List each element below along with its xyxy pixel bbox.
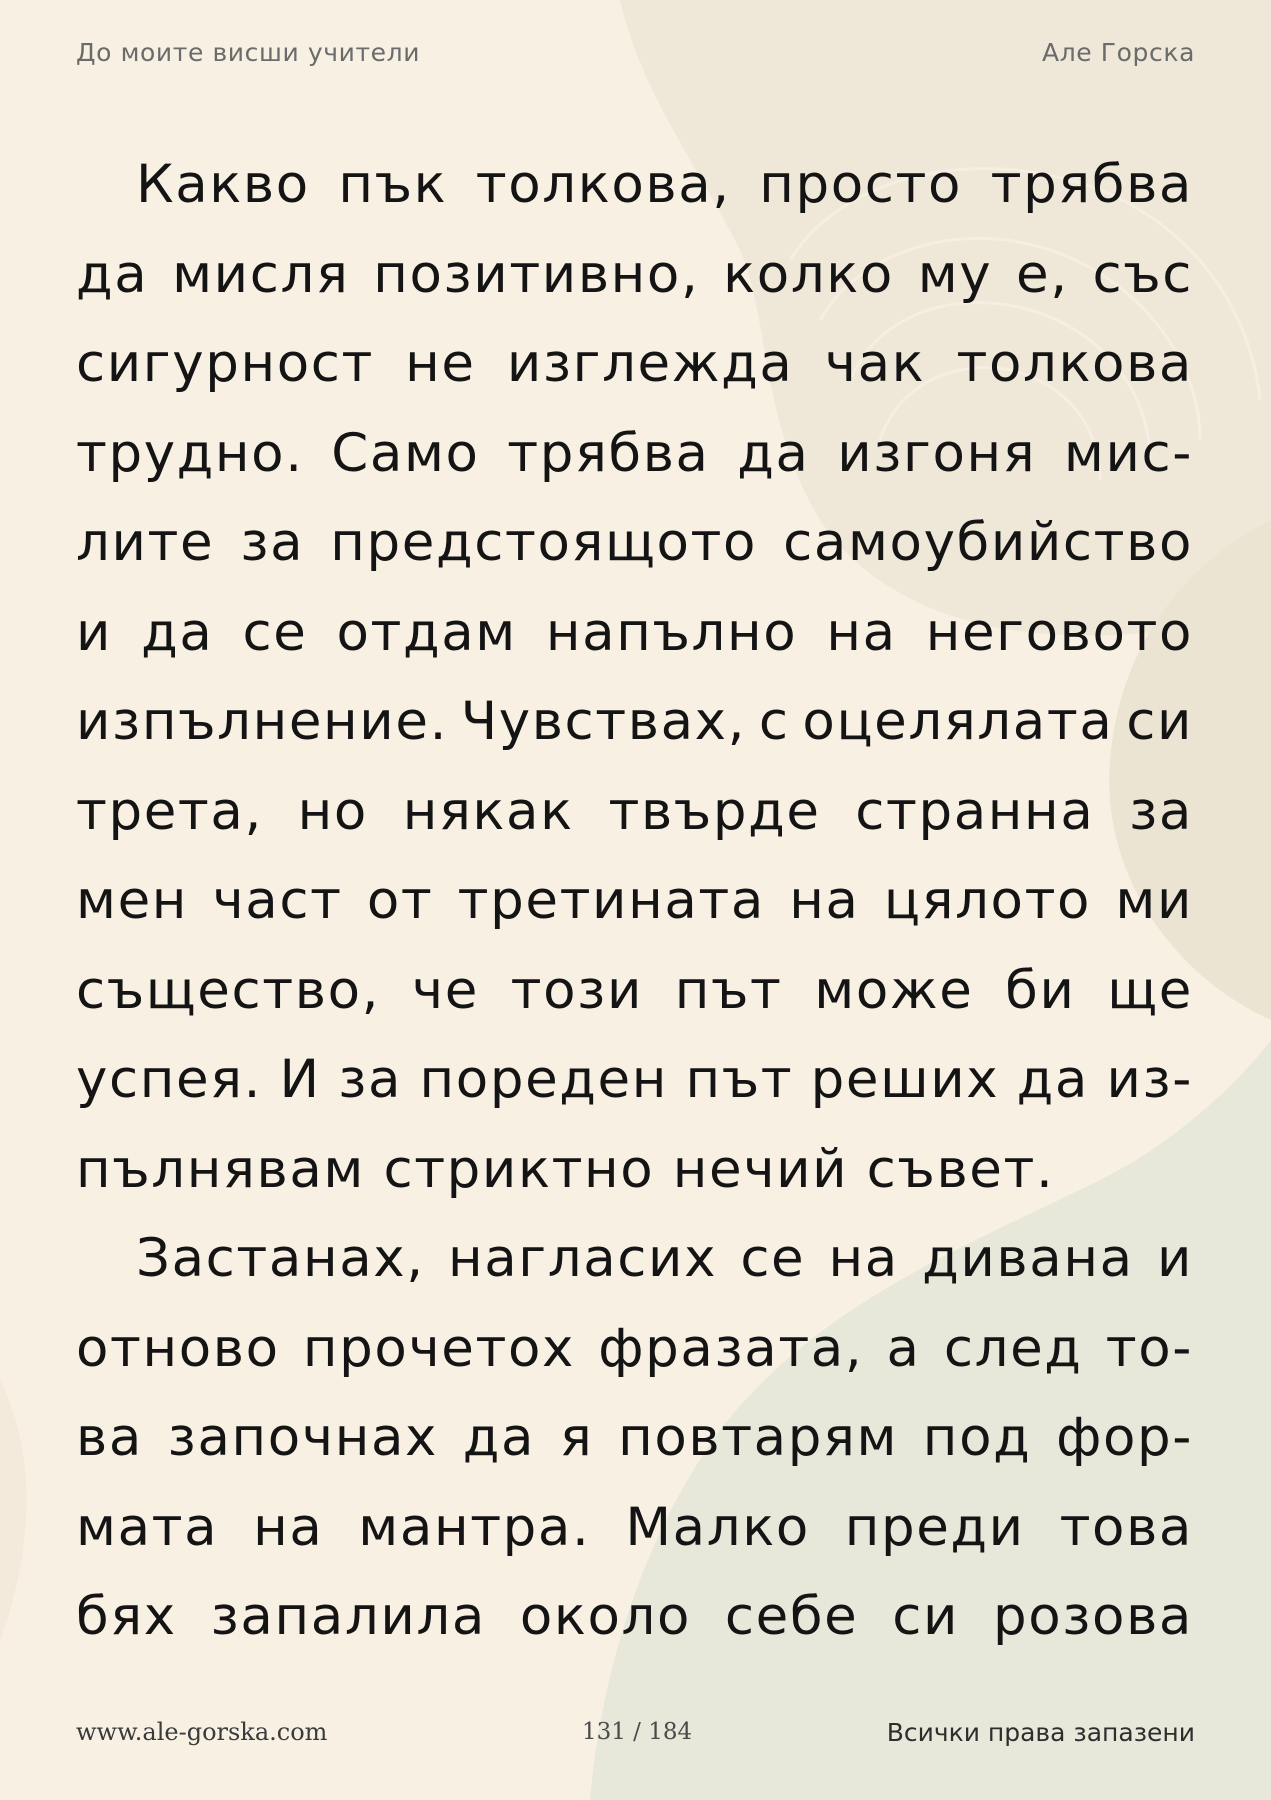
- copyright-notice: Всички права запазени: [886, 1717, 1195, 1747]
- text-line: мен част от третината на цялото ми: [76, 870, 1193, 931]
- text-line: успея. И за пореден път реших да из-: [76, 1049, 1193, 1110]
- text-line: отново прочетох фразата, а след то-: [76, 1317, 1193, 1379]
- page-separator: /: [625, 1719, 649, 1745]
- text-line: Какво пък толкова, просто трябва: [136, 154, 1193, 215]
- page-number: [582, 1719, 692, 1745]
- text-line: и да се отдам напълно на неговото: [76, 601, 1193, 663]
- body-text: [76, 140, 1193, 1662]
- author-name: Але Горска: [1042, 37, 1195, 67]
- page-total: 184: [648, 1719, 693, 1745]
- text-line: мата на мантра. Малко преди това: [76, 1496, 1193, 1558]
- text-line: трудно. Само трябва да изгоня мис-: [76, 422, 1193, 484]
- text-line: лите за предстоящото самоубийство: [76, 512, 1193, 573]
- website-link[interactable]: www.ale-gorska.com: [76, 1718, 328, 1746]
- text-line: изпълнение. Чувствах, с оцелялата си: [76, 691, 1193, 752]
- text-line: Застанах, нагласих се на дивана и: [136, 1228, 1193, 1289]
- text-line: ва започнах да я повтарям под фор-: [76, 1407, 1193, 1468]
- text-line: трета, но някак твърде странна за: [76, 780, 1193, 842]
- text-line: бях запалила около себе си розова: [76, 1586, 1193, 1647]
- text-line: същество, че този път може би ще: [76, 959, 1193, 1021]
- book-title: До моите висши учители: [76, 37, 421, 67]
- page-current: 131: [581, 1719, 626, 1745]
- decorative-shape-bottom-left: [0, 1380, 26, 1640]
- page-header: [76, 34, 1195, 70]
- text-line: да мисля позитивно, колко му е, със: [76, 243, 1193, 305]
- page-footer: [76, 1712, 1195, 1752]
- text-line: сигурност не изглежда чак толкова: [76, 333, 1193, 394]
- text-line: пълнявам стриктно нечий съвет.: [76, 1138, 1055, 1200]
